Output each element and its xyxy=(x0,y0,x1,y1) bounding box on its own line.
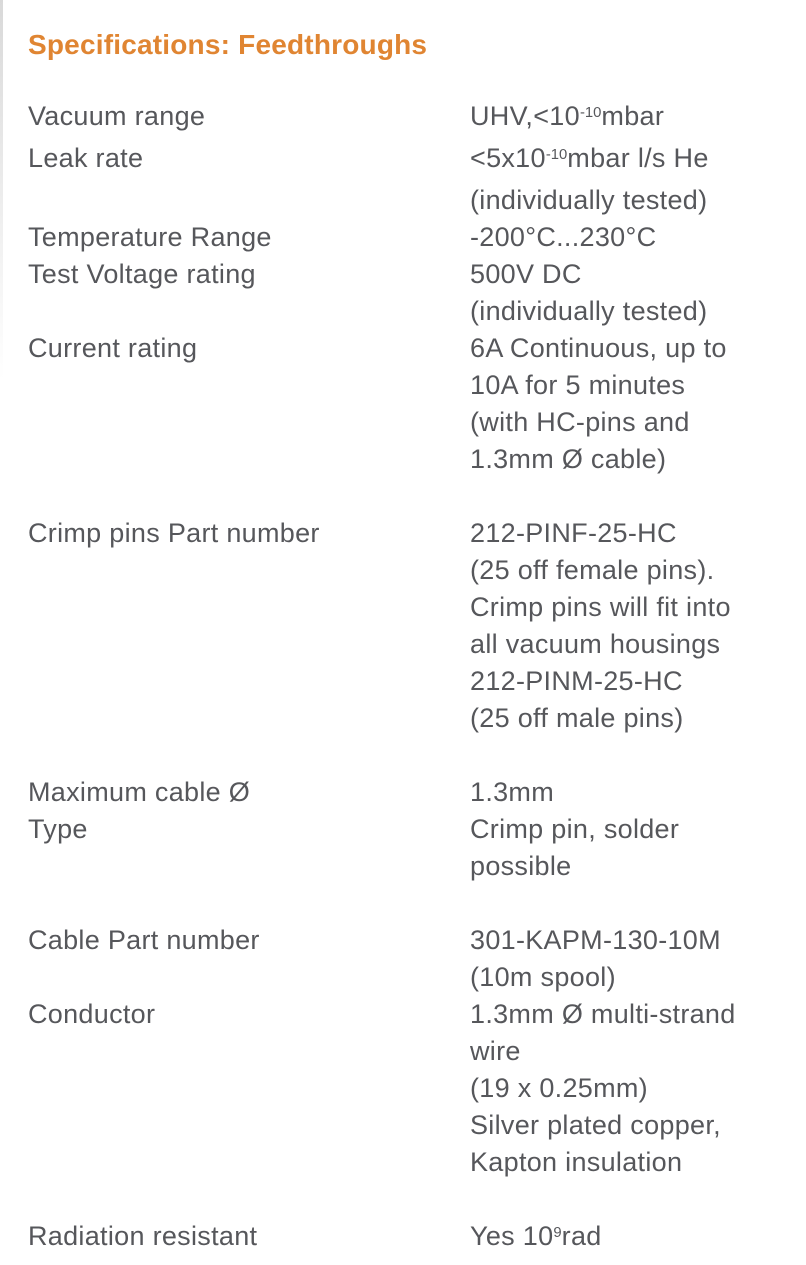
spec-row xyxy=(28,996,776,1181)
spec-value xyxy=(470,256,776,330)
page-title: Specifications: Feedthroughs xyxy=(28,29,428,60)
spec-value xyxy=(470,515,776,737)
spec-value-line: 1.3mm Ø multi-strand xyxy=(470,999,736,1029)
spec-row xyxy=(28,256,776,330)
spec-value xyxy=(470,774,776,811)
spec-value xyxy=(470,98,776,140)
spec-value-line: 10A for 5 minutes xyxy=(470,370,686,400)
spec-value-line: possible xyxy=(470,851,572,881)
spec-value-line: (individually tested) xyxy=(470,185,708,215)
spec-value-line: (with HC-pins and xyxy=(470,407,690,437)
specifications-table xyxy=(28,98,776,1260)
spec-value xyxy=(470,922,776,996)
spec-label: Vacuum range xyxy=(28,101,206,131)
spec-value-line: 1.3mm Ø cable) xyxy=(470,444,667,474)
spec-value-line: wire xyxy=(470,1036,521,1066)
spec-row xyxy=(28,140,776,219)
spec-value-line: Crimp pin, solder xyxy=(470,814,680,844)
spec-row xyxy=(28,98,776,140)
spec-value-line: 212-PINM-25-HC xyxy=(470,666,683,696)
spec-value-line: -200°C...230°C xyxy=(470,222,657,252)
spec-value xyxy=(470,219,776,256)
spec-group xyxy=(28,774,776,885)
spec-value-line: 1.3mm xyxy=(470,777,555,807)
spec-value-line: 301-KAPM-130-10M xyxy=(470,925,721,955)
spec-row xyxy=(28,1218,776,1260)
spec-label: Crimp pins Part number xyxy=(28,518,320,548)
spec-label: Leak rate xyxy=(28,143,144,173)
spec-value-line: (25 off male pins) xyxy=(470,703,684,733)
spec-group xyxy=(28,922,776,1181)
spec-label: Type xyxy=(28,814,88,844)
spec-label: Temperature Range xyxy=(28,222,272,252)
spec-value-line: (25 off female pins). xyxy=(470,555,715,585)
spec-group xyxy=(28,98,776,478)
spec-label: Test Voltage rating xyxy=(28,259,256,289)
spec-value xyxy=(470,811,776,885)
spec-label: Maximum cable Ø xyxy=(28,777,251,807)
spec-value-line: 500V DC xyxy=(470,259,582,289)
spec-row xyxy=(28,219,776,256)
spec-value-line: 6A Continuous, up to xyxy=(470,333,727,363)
spec-value xyxy=(470,140,776,219)
spec-value xyxy=(470,996,776,1181)
spec-label: Cable Part number xyxy=(28,925,260,955)
superscript: -10 xyxy=(545,146,568,163)
spec-value-line: (19 x 0.25mm) xyxy=(470,1073,648,1103)
spec-value xyxy=(470,1218,776,1260)
spec-label: Conductor xyxy=(28,999,156,1029)
spec-value-line: all vacuum housings xyxy=(470,629,721,659)
spec-value-line: (10m spool) xyxy=(470,962,616,992)
spec-row xyxy=(28,811,776,885)
spec-value xyxy=(470,330,776,478)
spec-row xyxy=(28,515,776,737)
spec-group xyxy=(28,515,776,737)
superscript: 9 xyxy=(553,1224,562,1241)
superscript: -10 xyxy=(579,104,602,121)
spec-row xyxy=(28,330,776,478)
spec-row xyxy=(28,774,776,811)
spec-row xyxy=(28,922,776,996)
spec-value-line: 212-PINF-25-HC xyxy=(470,518,677,548)
spec-label: Current rating xyxy=(28,333,198,363)
spec-value-line: (individually tested) xyxy=(470,296,708,326)
spec-group xyxy=(28,1218,776,1260)
spec-value-line: $UHV,<10^{-10}mbar$ xyxy=(470,101,665,131)
spec-value-line: Silver plated copper, xyxy=(470,1110,721,1140)
spec-label: Radiation resistant xyxy=(28,1221,258,1251)
spec-value-line: Crimp pins will fit into xyxy=(470,592,731,622)
spec-value-line: Yes $10^9rad$ xyxy=(470,1221,602,1251)
spec-value-line: $<5x10^{-10}mbar$ l/s He xyxy=(470,143,709,173)
spec-value-line: Kapton insulation xyxy=(470,1147,683,1177)
